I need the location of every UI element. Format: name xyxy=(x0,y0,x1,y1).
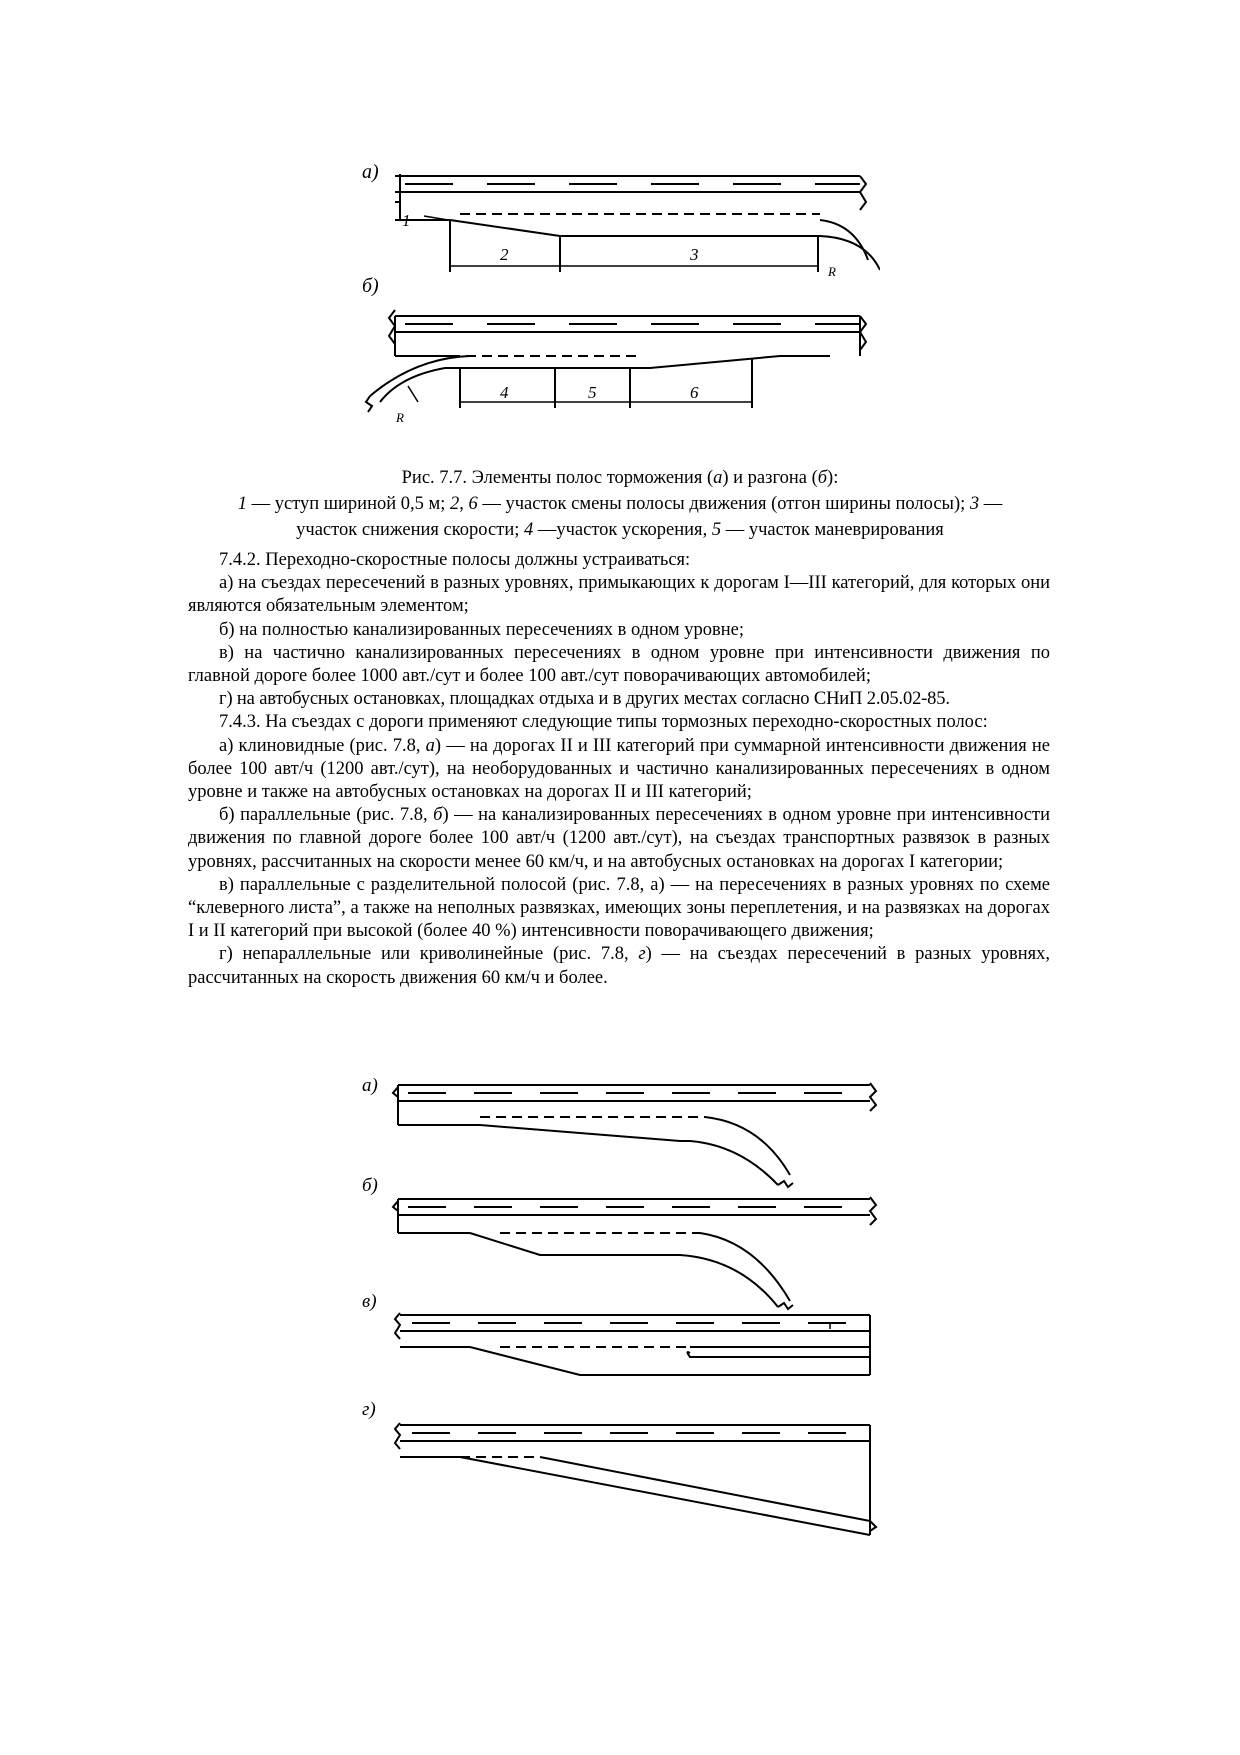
marker-2: 2 xyxy=(500,245,509,264)
figure-caption xyxy=(180,465,1060,543)
paragraph-7-4-3: 7.4.3. На съездах с дороги применяют следующие типы тормозных переходно-скоростных полос: xyxy=(219,712,988,733)
caption-legend-2: участок снижения скорости; 4 —участок ускорения, 5 — участок маневрирования xyxy=(296,520,944,540)
paragraph-item-g: г) на автобусных остановках, площадках отдыха и в других местах согласно СНиП 2.05.02-85. xyxy=(219,689,950,710)
marker-1: 1 xyxy=(402,211,411,230)
figure-7-8 xyxy=(360,1075,880,1555)
fig2-label-a: а) xyxy=(362,1075,378,1096)
marker-3: 3 xyxy=(690,245,699,264)
caption-title: Рис. 7.7. Элементы полос торможения (а) и разгона (б): xyxy=(401,468,839,488)
paragraph-type-a: а) клиновидные (рис. 7.8, а) — на дорогах II и III категорий при суммарной интенсивности движения не более 100 авт/ч (1200 авт./сут), на необорудованных и частично канализированных пересечениях в одном уровне и также на автобусных остановках на дорогах II и III категорий; xyxy=(188,735,1050,803)
fig2-label-b: б) xyxy=(362,1175,378,1196)
paragraph-type-b: б) параллельные (рис. 7.8, б) — на канализированных пересечениях в одном уровне при интенсивности движения по главной дороге более 100 авт/ч (1200 авт./сут), на съездах транспортных развязок в разных уровнях, рассчитанных на скорости менее 60 км/ч, и на автобусных остановках на дорогах I категории; xyxy=(188,805,1050,872)
paragraph-item-b: б) на полностью канализированных пересечениях в одном уровне; xyxy=(219,619,744,640)
figure-7-8-panel-v xyxy=(395,1313,870,1375)
paragraph-type-g: г) непараллельные или криволинейные (рис. 7.8, г) — на съездах пересечений в разных уровнях, рассчитанных на скорость движения 60 км/ч и более. xyxy=(188,944,1050,988)
marker-4: 4 xyxy=(500,383,509,402)
figure-7-8-panel-g xyxy=(395,1423,876,1535)
marker-6: 6 xyxy=(690,383,699,402)
paragraph-item-v: в) на частично канализированных пересечениях в одном уровне при интенсивности движения по главной дороге более 1000 авт./сут и более 100 авт./сут поворачивающих автомобилей; xyxy=(188,642,1050,687)
body-text xyxy=(188,549,1050,990)
fig2-label-v: в) xyxy=(362,1291,377,1312)
paragraph-item-a: а) на съездах пересечений в разных уровнях, примыкающих к дорогам I—III категорий, для которых они являются обязательным элементом; xyxy=(188,573,1050,617)
fig2-label-g: г) xyxy=(362,1399,376,1420)
marker-r-top: R xyxy=(828,264,836,279)
figure-7-7-panel-a xyxy=(395,174,880,272)
panel-a-label: а) xyxy=(362,161,379,183)
figure-7-7-panel-b xyxy=(366,310,866,412)
caption-legend: 1 — уступ шириной 0,5 м; 2, 6 — участок смены полосы движения (отгон ширины полосы); 3 — xyxy=(237,494,1003,514)
panel-b-label: б) xyxy=(362,275,379,297)
paragraph-type-v: в) параллельные с разделительной полосой (рис. 7.8, а) — на пересечениях в разных уровнях по схеме “клеверного листа”, а также на неполных развязках, имеющих зоны переплетения, и на развязках на дорогах I и II категорий при высокой (более 40 %) интенсивности поворачивающего движения; xyxy=(188,874,1050,942)
paragraph-7-4-2: 7.4.2. Переходно-скоростные полосы должны устраиваться: xyxy=(219,550,691,570)
figure-7-7 xyxy=(360,160,880,440)
figure-7-8-panel-a xyxy=(393,1083,876,1187)
marker-r-bottom: R xyxy=(396,410,404,425)
figure-7-8-panel-b xyxy=(393,1197,876,1309)
marker-5: 5 xyxy=(588,383,597,402)
